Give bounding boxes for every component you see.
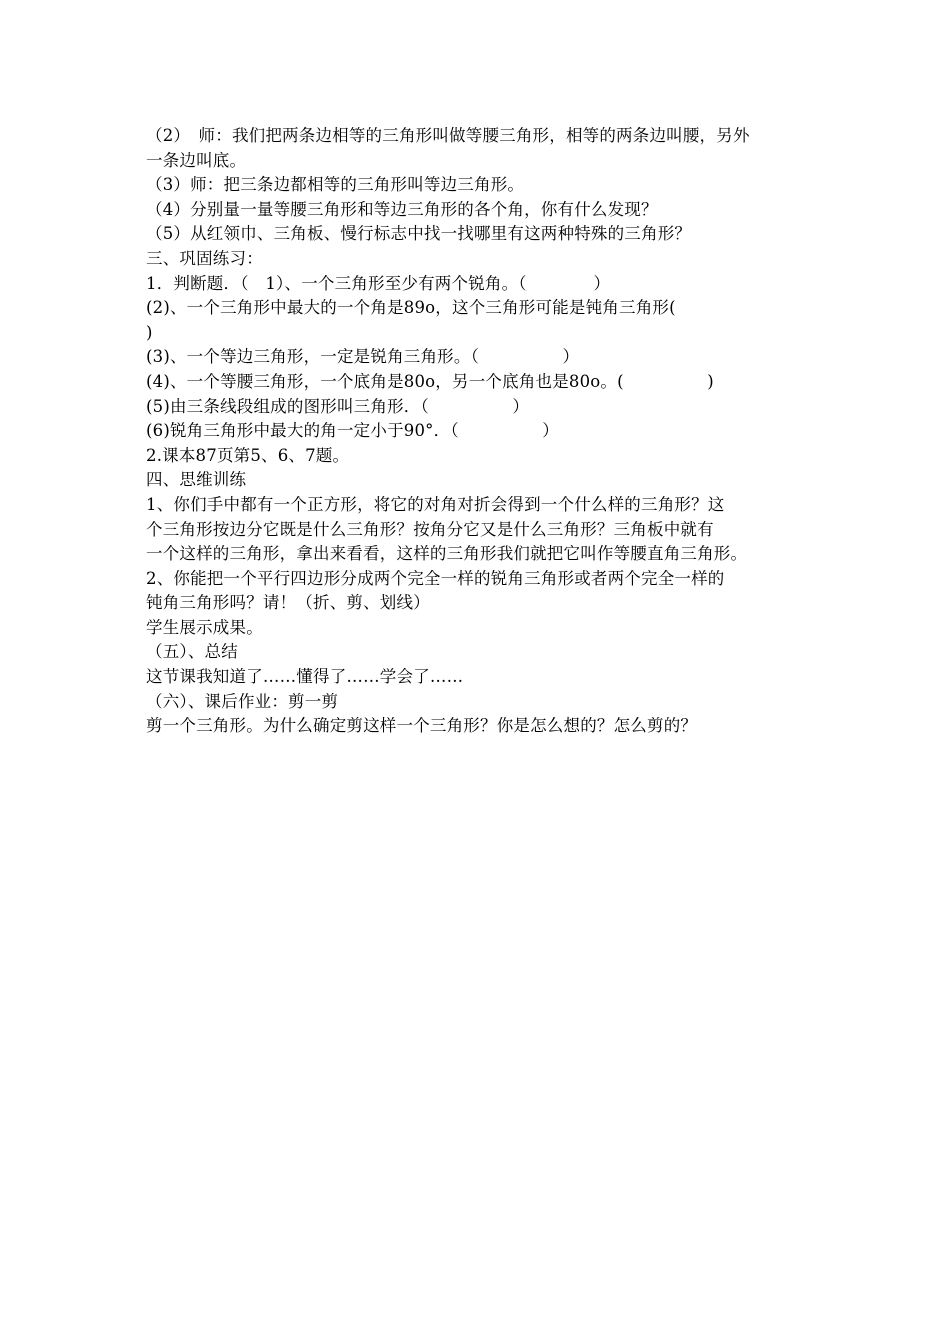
exercise-line: (2)、一个三角形中最大的一个角是89o，这个三角形可能是钝角三角形( bbox=[146, 298, 676, 318]
paragraph-line: 2、你能把一个平行四边形分成两个完全一样的锐角三角形或者两个完全一样的 bbox=[146, 568, 725, 588]
exercise-line: 1．判断题．（ 1）、一个三角形至少有两个锐角。（ ） bbox=[146, 273, 611, 293]
paragraph-line: （3）师：把三条边都相等的三角形叫等边三角形。 bbox=[146, 175, 525, 195]
paragraph-line: 个三角形按边分它既是什么三角形？按角分它又是什么三角形？三角板中就有 bbox=[146, 519, 714, 539]
section-heading: 三、巩固练习： bbox=[146, 248, 263, 268]
section-heading: （五）、总结 bbox=[146, 642, 238, 662]
exercise-line: 2.课本87页第5、6、7题。 bbox=[146, 445, 350, 465]
exercise-line: (4)、一个等腰三角形，一个底角是80o，另一个底角也是80o。( ) bbox=[146, 371, 714, 391]
paragraph-line: 学生展示成果。 bbox=[146, 617, 263, 637]
paragraph-line: 这节课我知道了……懂得了……学会了…… bbox=[146, 667, 464, 687]
section-heading: （六）、课后作业：剪一剪 bbox=[146, 691, 339, 711]
exercise-line: (5)由三条线段组成的图形叫三角形．（ ） bbox=[146, 396, 530, 416]
section-heading: 四、思维训练 bbox=[146, 470, 247, 490]
exercise-line: ) bbox=[146, 322, 153, 342]
exercise-line: (6)锐角三角形中最大的角一定小于90°．（ ） bbox=[146, 421, 559, 441]
paragraph-line: 钝角三角形吗？请！（折、剪、划线） bbox=[146, 593, 430, 613]
paragraph-line: 一条边叫底。 bbox=[146, 150, 247, 170]
paragraph-line: 一个这样的三角形，拿出来看看，这样的三角形我们就把它叫作等腰直角三角形。 bbox=[146, 544, 748, 564]
paragraph-line: （4）分别量一量等腰三角形和等边三角形的各个角，你有什么发现？ bbox=[146, 199, 658, 219]
paragraph-line: 1、你们手中都有一个正方形，将它的对角对折会得到一个什么样的三角形？这 bbox=[146, 494, 725, 514]
paragraph-line: （5）从红领巾、三角板、慢行标志中找一找哪里有这两种特殊的三角形？ bbox=[146, 224, 692, 244]
paragraph-line: （2） 师：我们把两条边相等的三角形叫做等腰三角形，相等的两条边叫腰，另外 bbox=[146, 126, 750, 145]
exercise-line: (3)、一个等边三角形，一定是锐角三角形。（ ） bbox=[146, 347, 580, 367]
document-body bbox=[146, 124, 826, 739]
paragraph-line: 剪一个三角形。为什么确定剪这样一个三角形？你是怎么想的？怎么剪的？ bbox=[146, 716, 698, 736]
